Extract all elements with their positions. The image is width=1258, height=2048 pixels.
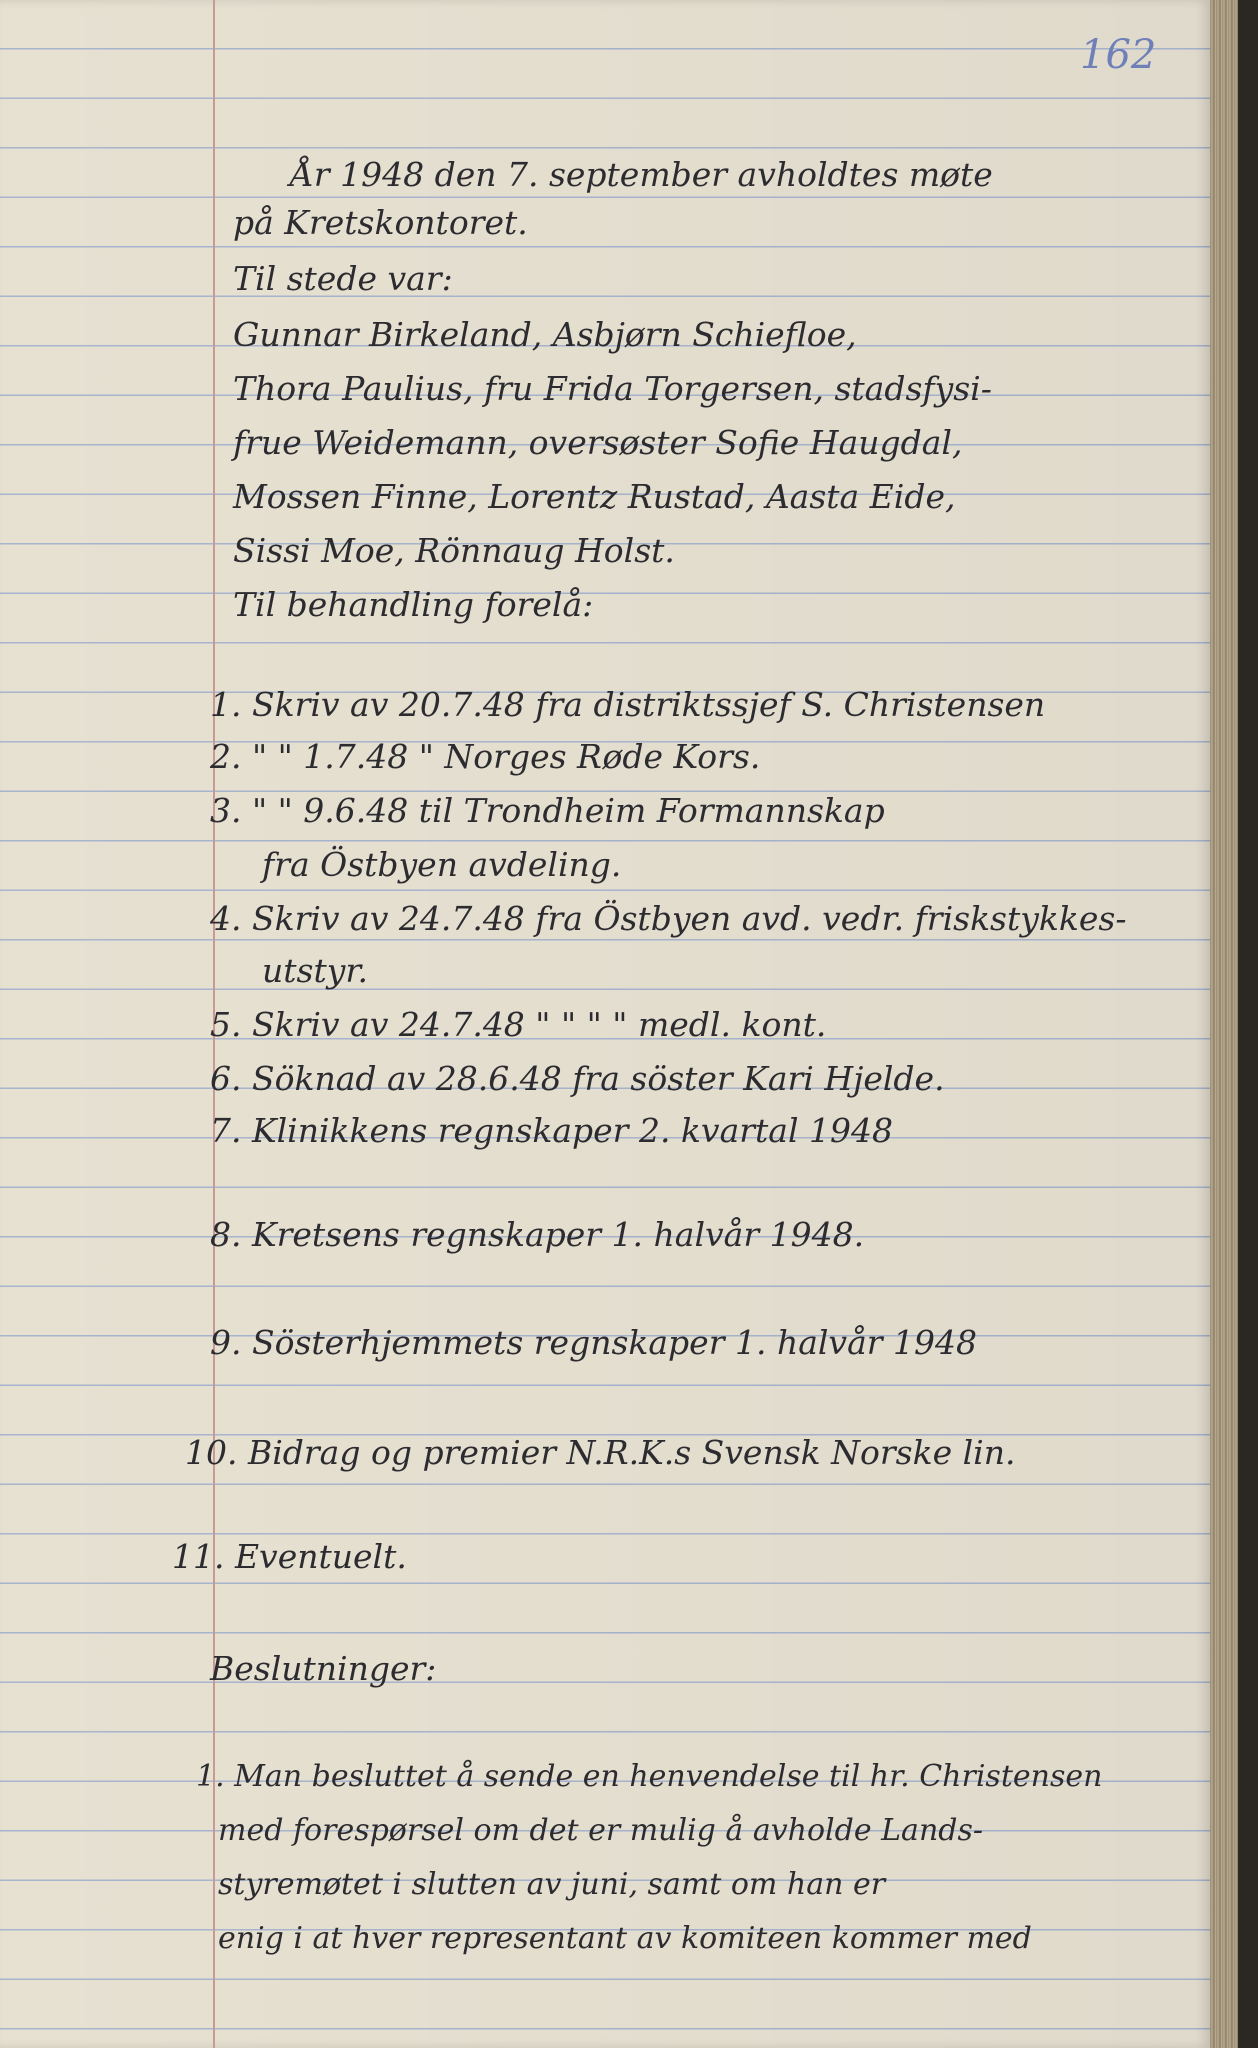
- page-number: 162: [1080, 32, 1157, 78]
- resolutions-heading: Beslutninger:: [210, 1649, 437, 1688]
- agenda-item-continuation: utstyr.: [262, 951, 368, 990]
- agenda-item: 8. Kretsens regnskaper 1. halvår 1948.: [210, 1215, 865, 1254]
- attendees-line: frue Weidemann, oversøster Sofie Haugdal,: [233, 423, 963, 462]
- agenda-heading: Til behandling forelå:: [233, 585, 594, 624]
- agenda-item: 11. Eventuelt.: [172, 1537, 407, 1576]
- agenda-item: 3. " " 9.6.48 til Trondheim Formannskap: [210, 791, 885, 830]
- agenda-item: 5. Skriv av 24.7.48 " " " " medl. kont.: [210, 1005, 827, 1044]
- minutes-opening-line: År 1948 den 7. september avholdtes møte: [290, 155, 993, 194]
- agenda-item: 7. Klinikkens regnskaper 2. kvartal 1948: [210, 1111, 893, 1150]
- resolution-line: med forespørsel om det er mulig å avholde Lands-: [218, 1813, 983, 1848]
- resolution-line: styremøtet i slutten av juni, samt om han er: [218, 1867, 886, 1902]
- minutes-location-line: på Kretskontoret.: [233, 203, 528, 242]
- agenda-item-continuation: fra Östbyen avdeling.: [262, 845, 622, 884]
- attendees-line: Mossen Finne, Lorentz Rustad, Aasta Eide,: [233, 477, 956, 516]
- resolution-line: 1. Man besluttet å sende en henvendelse til hr. Christensen: [196, 1759, 1103, 1794]
- agenda-item: 10. Bidrag og premier N.R.K.s Svensk Norske lin.: [185, 1433, 1016, 1472]
- agenda-item: 1. Skriv av 20.7.48 fra distriktssjef S. Christensen: [210, 685, 1046, 724]
- attendees-line: Thora Paulius, fru Frida Torgersen, stadsfysi-: [233, 369, 992, 408]
- agenda-item: 4. Skriv av 24.7.48 fra Östbyen avd. vedr. friskstykkes-: [210, 899, 1127, 938]
- attendees-heading: Til stede var:: [233, 259, 453, 298]
- agenda-item: 6. Söknad av 28.6.48 fra söster Kari Hjelde.: [210, 1059, 945, 1098]
- attendees-line: Gunnar Birkeland, Asbjørn Schiefloe,: [233, 315, 857, 354]
- agenda-item: 9. Sösterhjemmets regnskaper 1. halvår 1948: [210, 1323, 977, 1362]
- attendees-line: Sissi Moe, Rönnaug Holst.: [233, 531, 675, 570]
- resolution-line: enig i at hver representant av komiteen kommer med: [218, 1921, 1032, 1956]
- agenda-item: 2. " " 1.7.48 " Norges Røde Kors.: [210, 737, 761, 776]
- book-binding: [1238, 0, 1258, 2048]
